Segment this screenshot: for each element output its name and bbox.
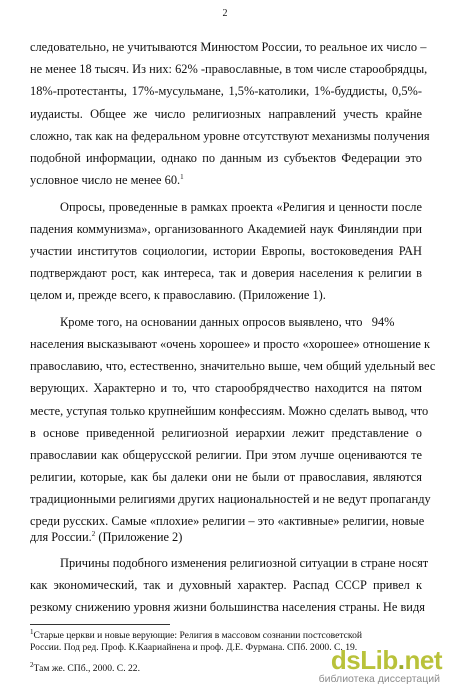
text-line: резкому снижению уровня жизни большинства населения страны. Не видя xyxy=(30,600,425,614)
text-line: падения коммунизма», организованного Академией наук Финляндии при xyxy=(30,222,422,236)
text-line: месте, уступая только крупнейшим конфессиям. Можно сделать вывод, что xyxy=(30,404,429,418)
text-line: сложно, так как на федеральном уровне отсутствуют механизмы получения xyxy=(30,129,430,143)
text-line: иудаисты. Общее же число религиозных направлений учесть крайне xyxy=(30,107,422,121)
page-number: 2 xyxy=(222,8,228,19)
text-line: подтверждают рост, как интереса, так и доверия населения к религии в xyxy=(30,266,422,280)
text-line: традиционными религиями других национальностей и не ведут пропаганду xyxy=(30,492,431,506)
text-line: верующих. Характерно и то, что старообрядчество находится на пятом xyxy=(30,381,422,395)
logo-tld: net xyxy=(404,645,442,675)
line-text: для России. xyxy=(30,530,92,544)
line-text: условное число не менее 60. xyxy=(30,173,181,187)
text-line xyxy=(30,173,422,188)
text-line: Причины подобного изменения религиозной ситуации в стране носят xyxy=(60,556,429,570)
logo-main: dsLib xyxy=(330,645,398,675)
footnote-text: России. Под ред. Проф. К.Каариайнена и проф. Д.Е. Фурмана. СПб. 2000. С. 19. xyxy=(30,642,358,653)
text-line: как экономический, так и духовный характер. Распад СССР привел к xyxy=(30,578,422,592)
text-line: в основе приведенной религиозной иерархии лежит представление о xyxy=(30,426,422,440)
footnote-ref: 1 xyxy=(180,172,184,181)
text-line: православии как общерусской религии. При этом лучше оцениваются те xyxy=(30,448,422,462)
text-line: не менее 18 тысяч. Из них: 62% -православные, в том числе старообрядцы, xyxy=(30,62,428,76)
watermark-logo xyxy=(331,645,442,676)
text-line: участии институтов социологии, истории Европы, востоковедения РАН xyxy=(30,244,422,258)
footnote-mark: 1 xyxy=(30,627,34,636)
footnote-divider xyxy=(30,624,170,625)
logo-dot: . xyxy=(397,645,405,675)
text-line: населения высказывают «очень хорошее» и просто «хорошее» отношение к xyxy=(30,337,430,351)
line-tail: (Приложение 2) xyxy=(95,530,183,544)
text-line: подобной информации, однако по данным из субъектов Федерации это xyxy=(30,151,422,165)
text-line: 18%-протестанты, 17%-мусульмане, 1,5%-католики, 1%-буддисты, 0,5%- xyxy=(30,84,422,98)
text-line: целом и, прежде всего, к православию. (Приложение 1). xyxy=(30,288,326,302)
footnote-mark: 2 xyxy=(30,660,34,669)
text-line xyxy=(30,530,422,545)
footnote-text: Старые церкви и новые верующие: Религия в массовом сознании постсоветской xyxy=(33,630,363,641)
text-line: Кроме того, на основании данных опросов выявлено, что 94% xyxy=(60,315,395,329)
text-line: православию, что, естественно, значительно выше, чем общий удельный вес xyxy=(30,359,436,373)
footnote-text: Там же. СПб., 2000. С. 22. xyxy=(33,663,140,674)
text-line: следовательно, не учитываются Минюстом России, то реальное их число – xyxy=(30,40,427,54)
footnote-ref: 2 xyxy=(91,529,96,538)
text-line: религии, которые, как бы далеки они не были от православия, являются xyxy=(30,470,422,484)
watermark-tagline: библиотека диссертаций xyxy=(318,673,440,685)
text-line: Опросы, проведенные в рамках проекта «Религия и ценности после xyxy=(60,200,422,214)
footnote xyxy=(30,627,422,642)
text-line: среди русских. Самые «плохие» религии – это «активные» религии, новые xyxy=(30,514,425,528)
watermark xyxy=(292,645,442,687)
